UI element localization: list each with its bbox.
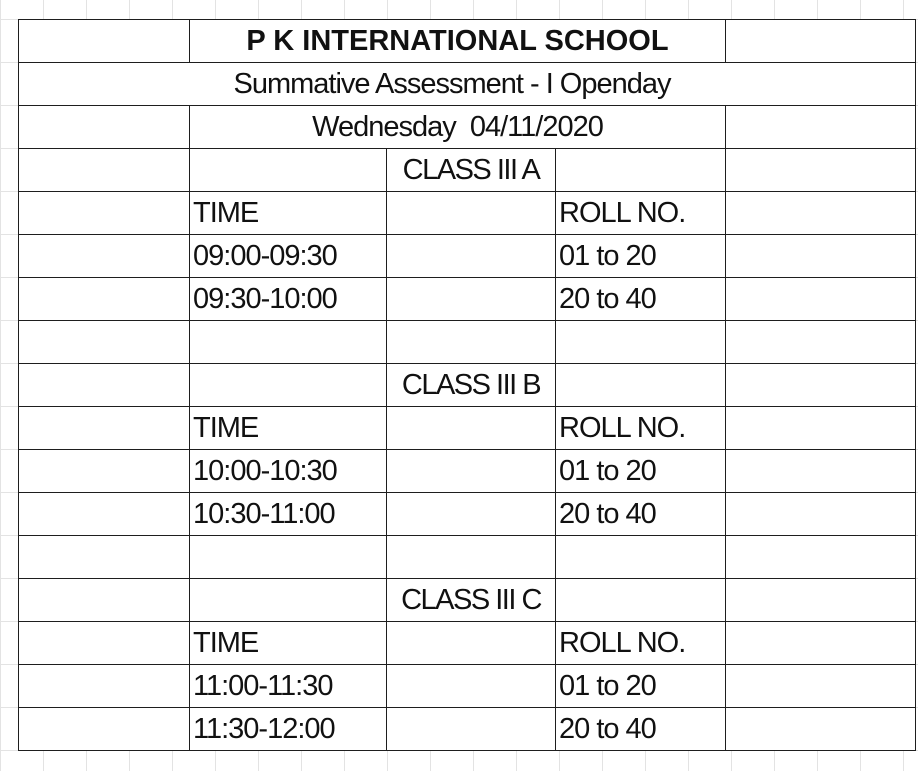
roll-cell[interactable]: 01 to 20 bbox=[556, 665, 726, 708]
cell[interactable] bbox=[387, 665, 556, 708]
cell[interactable] bbox=[387, 622, 556, 665]
roll-cell[interactable]: 20 to 40 bbox=[556, 708, 726, 751]
cell[interactable] bbox=[19, 450, 190, 493]
cell[interactable] bbox=[19, 20, 190, 63]
time-header[interactable]: TIME bbox=[190, 622, 387, 665]
time-cell[interactable]: 09:00-09:30 bbox=[190, 235, 387, 278]
cell[interactable] bbox=[726, 20, 916, 63]
table-row bbox=[19, 278, 916, 321]
roll-header[interactable]: ROLL NO. bbox=[556, 407, 726, 450]
table-row bbox=[19, 493, 916, 536]
cell[interactable] bbox=[19, 407, 190, 450]
cell[interactable] bbox=[726, 450, 916, 493]
time-header[interactable]: TIME bbox=[190, 192, 387, 235]
cell[interactable] bbox=[19, 622, 190, 665]
exam-title-cell[interactable] bbox=[19, 63, 916, 106]
cell[interactable] bbox=[19, 321, 190, 364]
roll-cell[interactable]: 20 to 40 bbox=[556, 493, 726, 536]
class-heading-row bbox=[19, 149, 916, 192]
cell[interactable] bbox=[556, 321, 726, 364]
empty-row bbox=[19, 536, 916, 579]
sheet-row bbox=[19, 106, 916, 149]
cell[interactable] bbox=[19, 278, 190, 321]
cell[interactable] bbox=[726, 321, 916, 364]
class-heading-row bbox=[19, 579, 916, 622]
cell[interactable] bbox=[190, 321, 387, 364]
column-header-row bbox=[19, 622, 916, 665]
cell[interactable] bbox=[387, 192, 556, 235]
cell[interactable] bbox=[19, 493, 190, 536]
class-heading-row bbox=[19, 364, 916, 407]
class-heading[interactable]: CLASS III A bbox=[387, 149, 556, 192]
school-name-cell[interactable] bbox=[190, 20, 726, 63]
cell[interactable] bbox=[387, 450, 556, 493]
time-header[interactable]: TIME bbox=[190, 407, 387, 450]
cell[interactable] bbox=[190, 364, 387, 407]
cell[interactable] bbox=[19, 235, 190, 278]
class-heading[interactable]: CLASS III C bbox=[387, 579, 556, 622]
cell[interactable] bbox=[387, 407, 556, 450]
cell[interactable] bbox=[387, 536, 556, 579]
column-header-row bbox=[19, 192, 916, 235]
cell[interactable] bbox=[190, 149, 387, 192]
cell[interactable] bbox=[556, 149, 726, 192]
cell[interactable] bbox=[19, 579, 190, 622]
table-row bbox=[19, 665, 916, 708]
cell[interactable] bbox=[726, 235, 916, 278]
class-heading[interactable]: CLASS III B bbox=[387, 364, 556, 407]
date-line: Wednesday 04/11/2020 bbox=[312, 111, 603, 143]
cell[interactable] bbox=[387, 493, 556, 536]
exam-title: Summative Assessment - I Openday bbox=[233, 68, 671, 100]
cell[interactable] bbox=[19, 665, 190, 708]
date-cell[interactable] bbox=[190, 106, 726, 149]
cell[interactable] bbox=[726, 708, 916, 751]
spreadsheet-table bbox=[18, 19, 916, 751]
cell[interactable] bbox=[726, 407, 916, 450]
cell[interactable] bbox=[387, 235, 556, 278]
cell[interactable] bbox=[726, 192, 916, 235]
cell[interactable] bbox=[19, 536, 190, 579]
empty-row bbox=[19, 321, 916, 364]
time-cell[interactable]: 11:00-11:30 bbox=[190, 665, 387, 708]
column-header-row bbox=[19, 407, 916, 450]
time-cell[interactable]: 09:30-10:00 bbox=[190, 278, 387, 321]
cell[interactable] bbox=[19, 708, 190, 751]
table-row bbox=[19, 708, 916, 751]
cell[interactable] bbox=[726, 149, 916, 192]
school-name: P K INTERNATIONAL SCHOOL bbox=[246, 25, 669, 57]
cell[interactable] bbox=[556, 536, 726, 579]
cell[interactable] bbox=[190, 536, 387, 579]
cell[interactable] bbox=[19, 106, 190, 149]
roll-header[interactable]: ROLL NO. bbox=[556, 622, 726, 665]
sheet-row bbox=[19, 63, 916, 106]
time-cell[interactable]: 10:00-10:30 bbox=[190, 450, 387, 493]
cell[interactable] bbox=[19, 364, 190, 407]
cell[interactable] bbox=[726, 278, 916, 321]
roll-cell[interactable]: 20 to 40 bbox=[556, 278, 726, 321]
cell[interactable] bbox=[19, 192, 190, 235]
time-cell[interactable]: 10:30-11:00 bbox=[190, 493, 387, 536]
roll-cell[interactable]: 01 to 20 bbox=[556, 235, 726, 278]
cell[interactable] bbox=[387, 321, 556, 364]
cell[interactable] bbox=[726, 622, 916, 665]
cell[interactable] bbox=[387, 708, 556, 751]
cell[interactable] bbox=[726, 536, 916, 579]
cell[interactable] bbox=[726, 106, 916, 149]
cell[interactable] bbox=[726, 493, 916, 536]
sheet-row bbox=[19, 20, 916, 63]
cell[interactable] bbox=[556, 579, 726, 622]
cell[interactable] bbox=[556, 364, 726, 407]
cell[interactable] bbox=[726, 364, 916, 407]
cell[interactable] bbox=[726, 579, 916, 622]
cell[interactable] bbox=[190, 579, 387, 622]
cell[interactable] bbox=[19, 149, 190, 192]
roll-header[interactable]: ROLL NO. bbox=[556, 192, 726, 235]
table-row bbox=[19, 450, 916, 493]
roll-cell[interactable]: 01 to 20 bbox=[556, 450, 726, 493]
time-cell[interactable]: 11:30-12:00 bbox=[190, 708, 387, 751]
table-row bbox=[19, 235, 916, 278]
cell[interactable] bbox=[387, 278, 556, 321]
cell[interactable] bbox=[726, 665, 916, 708]
